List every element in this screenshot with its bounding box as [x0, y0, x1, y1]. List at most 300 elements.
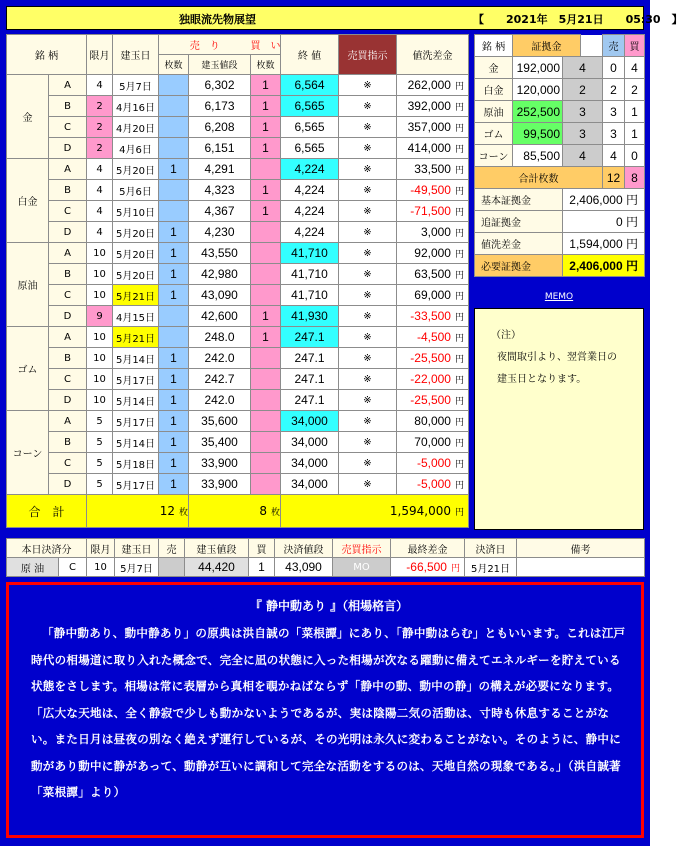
margin-sell: 3 [603, 123, 625, 145]
totals-sell: 12 枚 [87, 495, 189, 528]
diff-cell: 70,000 円 [397, 432, 469, 453]
close-cell: 247.1 [281, 390, 339, 411]
sell-count-cell [159, 96, 189, 117]
buy-count-cell [251, 243, 281, 264]
side-margin-header: 証拠金 [513, 35, 581, 57]
buy-count-cell: 1 [251, 75, 281, 96]
settle-diff: -66,500 円 [391, 558, 465, 577]
month-cell: 4 [87, 222, 113, 243]
settle-sub: C [59, 558, 87, 577]
instruction-cell: ※ [339, 201, 397, 222]
month-cell: 4 [87, 159, 113, 180]
entry-date-cell: 5月18日 [113, 453, 159, 474]
proverb-box [6, 582, 644, 838]
sell-count-cell: 1 [159, 159, 189, 180]
entry-price-cell: 42,600 [189, 306, 251, 327]
margin-total-row [475, 167, 645, 189]
entry-price-cell: 6,173 [189, 96, 251, 117]
proverb-body: 「静中動あり、動中静あり」の原典は洪自誠の「菜根譚」にあり、「静中動はらむ」ともいいます。これは江戸時代の相場道に取り入れた概念で、完全に凪の状態に入った相場が次なる躍動に備えてエネルギーを貯えている状態をさします。相場は常に表層から真相を覗かねばならず「静中の動、動中の静」の構えが必要になります。「広大な天地は、全く静寂で少しも動かないようであるが、実は陰陽二気の活動は、寸時も休息することがない。また日月は昼夜の別なく絶えず運行しているが、その光明は永久に変わることがない。そのように、静中に動があり動中に静があって、動静が互いに調和して完全な活動をするのは、天地自然の現象である。」（洪自誠著「菜根譚」より） [31, 626, 626, 799]
margin-sell: 2 [603, 79, 625, 101]
entry-date-cell: 5月17日 [113, 474, 159, 495]
sell-count-cell: 1 [159, 411, 189, 432]
entry-date-cell: 5月17日 [113, 369, 159, 390]
buy-count-cell [251, 348, 281, 369]
sub-cell: D [49, 306, 87, 327]
month-cell: 5 [87, 411, 113, 432]
sell-count-cell [159, 306, 189, 327]
instruction-cell: ※ [339, 390, 397, 411]
sell-count-cell [159, 180, 189, 201]
entry-date-cell: 5月21日 [113, 327, 159, 348]
settle-month: 10 [87, 558, 115, 577]
sub-cell: D [49, 390, 87, 411]
position-row [7, 453, 469, 474]
sub-cell: D [49, 474, 87, 495]
memo-line: （注） [491, 330, 521, 341]
close-cell: 247.1 [281, 369, 339, 390]
entry-date-cell: 5月21日 [113, 285, 159, 306]
position-row [7, 201, 469, 222]
margin-total-buy: 8 [625, 167, 645, 189]
buy-count-cell: 1 [251, 201, 281, 222]
diff-header: 値洗差金 [397, 35, 469, 75]
instruction-cell: ※ [339, 432, 397, 453]
position-row [7, 180, 469, 201]
sub-cell: C [49, 285, 87, 306]
buy-count-cell [251, 432, 281, 453]
buy-count-cell: 1 [251, 117, 281, 138]
margin-summary-row [475, 189, 645, 211]
sub-cell: B [49, 180, 87, 201]
settle-sell-header: 売 [159, 539, 185, 558]
settle-date: 5月7日 [115, 558, 159, 577]
month-cell: 4 [87, 201, 113, 222]
margin-summary-row [475, 255, 645, 277]
margin-buy: 1 [625, 101, 645, 123]
instruction-cell: ※ [339, 369, 397, 390]
diff-cell: -49,500 円 [397, 180, 469, 201]
sell-count-cell: 1 [159, 474, 189, 495]
close-cell: 6,565 [281, 117, 339, 138]
instruction-cell: ※ [339, 453, 397, 474]
entry-price-cell: 4,230 [189, 222, 251, 243]
month-cell: 4 [87, 180, 113, 201]
margin-total-sell: 12 [603, 167, 625, 189]
month-cell: 2 [87, 138, 113, 159]
margin-total-label: 合計枚数 [475, 167, 603, 189]
sell-count-cell: 1 [159, 432, 189, 453]
buy-count-cell [251, 474, 281, 495]
margin-value: 120,000 [513, 79, 563, 101]
close-cell: 4,224 [281, 159, 339, 180]
close-cell: 4,224 [281, 222, 339, 243]
position-row [7, 390, 469, 411]
settle-day: 5月21日 [465, 558, 517, 577]
proverb-title: 『 静中動あり 』（相場格言） [249, 599, 409, 613]
sub-cell: A [49, 159, 87, 180]
diff-cell: -4,500 円 [397, 327, 469, 348]
diff-cell: 262,000 円 [397, 75, 469, 96]
entry-date-cell: 5月6日 [113, 180, 159, 201]
sell-count-cell: 1 [159, 222, 189, 243]
entry-price-cell: 6,151 [189, 138, 251, 159]
month-cell: 10 [87, 285, 113, 306]
entry-price-cell: 33,900 [189, 474, 251, 495]
position-row [7, 222, 469, 243]
totals-diff: 1,594,000 円 [281, 495, 469, 528]
month-cell: 10 [87, 243, 113, 264]
position-row [7, 243, 469, 264]
close-header: 終 値 [281, 35, 339, 75]
entry-date-cell: 5月20日 [113, 243, 159, 264]
buy-count-cell [251, 453, 281, 474]
close-cell: 34,000 [281, 411, 339, 432]
sell-header: 売 り [159, 35, 251, 55]
diff-cell: -5,000 円 [397, 474, 469, 495]
memo-line: 建玉日となります。 [497, 374, 587, 385]
sell-count-cell [159, 117, 189, 138]
entry-price-cell: 43,550 [189, 243, 251, 264]
position-row [7, 264, 469, 285]
settle-price: 44,420 [185, 558, 249, 577]
sub-cell: C [49, 369, 87, 390]
entry-date-cell: 4月20日 [113, 117, 159, 138]
margin-row [475, 101, 645, 123]
month-cell: 2 [87, 117, 113, 138]
entry-date-cell: 5月20日 [113, 159, 159, 180]
buy-count-cell: 1 [251, 180, 281, 201]
margin-buy: 2 [625, 79, 645, 101]
settle-buy-header: 買 [249, 539, 275, 558]
margin-count: 4 [563, 57, 603, 79]
entry-price-cell: 4,323 [189, 180, 251, 201]
margin-row [475, 79, 645, 101]
diff-cell: 33,500 円 [397, 159, 469, 180]
margin-table [474, 34, 645, 277]
settle-brand: 原 油 [7, 558, 59, 577]
sell-count-cell: 1 [159, 348, 189, 369]
positions-table [6, 34, 469, 528]
month-cell: 10 [87, 327, 113, 348]
settle-instruction-header: 売買指示 [333, 539, 391, 558]
settle-buy: 1 [249, 558, 275, 577]
position-row [7, 306, 469, 327]
margin-row [475, 145, 645, 167]
sell-count-cell: 1 [159, 390, 189, 411]
margin-value: 99,500 [513, 123, 563, 145]
month-cell: 5 [87, 453, 113, 474]
side-buy-header: 買 [625, 35, 645, 57]
instruction-cell: ※ [339, 138, 397, 159]
margin-brand: ゴム [475, 123, 513, 145]
position-row [7, 474, 469, 495]
margin-count: 4 [563, 145, 603, 167]
margin-brand: 白金 [475, 79, 513, 101]
margin-summary-row [475, 233, 645, 255]
diff-cell: 63,500 円 [397, 264, 469, 285]
diff-cell: -71,500 円 [397, 201, 469, 222]
entry-date-cell: 5月7日 [113, 75, 159, 96]
instruction-cell: ※ [339, 348, 397, 369]
sub-cell: B [49, 432, 87, 453]
month-cell: 5 [87, 474, 113, 495]
diff-cell: 80,000 円 [397, 411, 469, 432]
margin-value: 192,000 [513, 57, 563, 79]
entry-date-cell: 5月14日 [113, 432, 159, 453]
instruction-cell: ※ [339, 117, 397, 138]
brand-cell: 白金 [7, 159, 49, 243]
brand-cell: 金 [7, 75, 49, 159]
entry-date-header: 建玉日 [113, 35, 159, 75]
month-cell: 10 [87, 390, 113, 411]
summary-value: 0 円 [563, 211, 645, 233]
title-bar [6, 6, 683, 30]
position-row [7, 348, 469, 369]
totals-row [7, 495, 469, 528]
price-header: 建玉値段 [189, 55, 251, 75]
entry-date-cell: 5月20日 [113, 264, 159, 285]
brand-cell: 原油 [7, 243, 49, 327]
memo-label: MEMO [544, 292, 574, 302]
sell-count-cell [159, 138, 189, 159]
month-cell: 5 [87, 432, 113, 453]
entry-date-cell: 5月20日 [113, 222, 159, 243]
close-cell: 34,000 [281, 453, 339, 474]
position-row [7, 138, 469, 159]
sub-cell: C [49, 117, 87, 138]
memo-box [474, 308, 644, 530]
diff-cell: -33,500 円 [397, 306, 469, 327]
margin-brand: コーン [475, 145, 513, 167]
position-row [7, 75, 469, 96]
position-row [7, 285, 469, 306]
position-row [7, 327, 469, 348]
settle-value-header: 決済値段 [275, 539, 333, 558]
margin-buy: 1 [625, 123, 645, 145]
month-cell: 2 [87, 96, 113, 117]
instruction-cell: ※ [339, 243, 397, 264]
entry-price-cell: 242.0 [189, 390, 251, 411]
margin-count: 2 [563, 79, 603, 101]
instruction-cell: ※ [339, 411, 397, 432]
datetime-label: 【 2021年 5月21日 05:30 】 [473, 13, 683, 26]
buy-header: 買 い [251, 35, 281, 55]
margin-buy: 0 [625, 145, 645, 167]
entry-date-cell: 5月17日 [113, 411, 159, 432]
instruction-cell: ※ [339, 264, 397, 285]
sell-count-cell: 1 [159, 264, 189, 285]
margin-count: 3 [563, 123, 603, 145]
month-cell: 4 [87, 75, 113, 96]
diff-cell: -25,500 円 [397, 390, 469, 411]
margin-value: 85,500 [513, 145, 563, 167]
buy-count-header: 枚数 [251, 55, 281, 75]
sell-count-cell: 1 [159, 453, 189, 474]
buy-count-cell [251, 264, 281, 285]
summary-value: 2,406,000 円 [563, 255, 645, 277]
settle-value: 43,090 [275, 558, 333, 577]
instruction-cell: ※ [339, 159, 397, 180]
sell-count-cell: 1 [159, 369, 189, 390]
brand-header: 銘 柄 [7, 35, 87, 75]
sell-count-cell [159, 327, 189, 348]
diff-cell: 92,000 円 [397, 243, 469, 264]
buy-count-cell [251, 285, 281, 306]
instruction-cell: ※ [339, 327, 397, 348]
entry-price-cell: 248.0 [189, 327, 251, 348]
settle-diff-header: 最終差金 [391, 539, 465, 558]
buy-count-cell [251, 222, 281, 243]
month-cell: 10 [87, 369, 113, 390]
sell-count-header: 枚数 [159, 55, 189, 75]
month-cell: 9 [87, 306, 113, 327]
diff-cell: -5,000 円 [397, 453, 469, 474]
entry-date-cell: 4月16日 [113, 96, 159, 117]
margin-count: 3 [563, 101, 603, 123]
position-row [7, 432, 469, 453]
diff-cell: -22,000 円 [397, 369, 469, 390]
close-cell: 41,930 [281, 306, 339, 327]
entry-price-cell: 6,302 [189, 75, 251, 96]
entry-price-cell: 43,090 [189, 285, 251, 306]
buy-count-cell [251, 390, 281, 411]
diff-cell: 414,000 円 [397, 138, 469, 159]
brand-cell: コーン [7, 411, 49, 495]
sub-cell: D [49, 138, 87, 159]
month-cell: 10 [87, 348, 113, 369]
summary-label: 追証拠金 [475, 211, 563, 233]
buy-count-cell: 1 [251, 306, 281, 327]
sub-cell: A [49, 243, 87, 264]
entry-price-cell: 42,980 [189, 264, 251, 285]
position-row [7, 369, 469, 390]
month-cell: 10 [87, 264, 113, 285]
settle-month-header: 限月 [87, 539, 115, 558]
instruction-cell: ※ [339, 474, 397, 495]
sub-cell: B [49, 348, 87, 369]
summary-label: 必要証拠金 [475, 255, 563, 277]
memo-line: 夜間取引より、翌営業日の [497, 352, 617, 363]
diff-cell: 3,000 円 [397, 222, 469, 243]
settle-note [517, 558, 645, 577]
position-row [7, 159, 469, 180]
instruction-cell: ※ [339, 75, 397, 96]
buy-count-cell: 1 [251, 138, 281, 159]
sub-cell: A [49, 411, 87, 432]
instruction-cell: ※ [339, 306, 397, 327]
entry-price-cell: 35,400 [189, 432, 251, 453]
settle-note-header: 備考 [517, 539, 645, 558]
close-cell: 4,224 [281, 180, 339, 201]
settle-date-header: 建玉日 [115, 539, 159, 558]
entry-price-cell: 4,367 [189, 201, 251, 222]
close-cell: 34,000 [281, 432, 339, 453]
close-cell: 6,565 [281, 138, 339, 159]
instruction-cell: ※ [339, 285, 397, 306]
totals-label: 合 計 [7, 495, 87, 528]
settle-brand-header: 本日決済分 [7, 539, 87, 558]
position-row [7, 411, 469, 432]
entry-price-cell: 33,900 [189, 453, 251, 474]
diff-cell: 392,000 円 [397, 96, 469, 117]
close-cell: 247.1 [281, 348, 339, 369]
entry-price-cell: 242.7 [189, 369, 251, 390]
settle-day-header: 決済日 [465, 539, 517, 558]
entry-price-cell: 35,600 [189, 411, 251, 432]
margin-buy: 4 [625, 57, 645, 79]
buy-count-cell: 1 [251, 327, 281, 348]
summary-label: 値洗差金 [475, 233, 563, 255]
instruction-cell: ※ [339, 222, 397, 243]
close-cell: 6,564 [281, 75, 339, 96]
entry-price-cell: 6,208 [189, 117, 251, 138]
buy-count-cell: 1 [251, 96, 281, 117]
sub-cell: B [49, 96, 87, 117]
settle-instruction: MO [333, 558, 391, 577]
side-brand-header: 銘 柄 [475, 35, 513, 57]
close-cell: 4,224 [281, 201, 339, 222]
entry-date-cell: 4月6日 [113, 138, 159, 159]
margin-brand: 原油 [475, 101, 513, 123]
margin-sell: 4 [603, 145, 625, 167]
margin-summary-row [475, 211, 645, 233]
entry-date-cell: 5月14日 [113, 348, 159, 369]
diff-cell: -25,500 円 [397, 348, 469, 369]
margin-brand: 金 [475, 57, 513, 79]
close-cell: 41,710 [281, 243, 339, 264]
sell-count-cell: 1 [159, 285, 189, 306]
sub-cell: B [49, 264, 87, 285]
summary-value: 1,594,000 円 [563, 233, 645, 255]
sell-count-cell [159, 201, 189, 222]
instruction-cell: ※ [339, 96, 397, 117]
summary-value: 2,406,000 円 [563, 189, 645, 211]
margin-sell: 3 [603, 101, 625, 123]
position-row [7, 96, 469, 117]
margin-row [475, 57, 645, 79]
entry-date-cell: 5月14日 [113, 390, 159, 411]
buy-count-cell [251, 159, 281, 180]
sell-count-cell [159, 75, 189, 96]
diff-cell: 69,000 円 [397, 285, 469, 306]
diff-cell: 357,000 円 [397, 117, 469, 138]
margin-sell: 0 [603, 57, 625, 79]
entry-price-cell: 242.0 [189, 348, 251, 369]
buy-count-cell [251, 411, 281, 432]
side-sell-header: 売 [603, 35, 625, 57]
totals-buy: 8 枚 [189, 495, 281, 528]
sub-cell: A [49, 327, 87, 348]
sub-cell: C [49, 453, 87, 474]
entry-price-cell: 4,291 [189, 159, 251, 180]
brand-cell: ゴム [7, 327, 49, 411]
close-cell: 34,000 [281, 474, 339, 495]
entry-date-cell: 5月10日 [113, 201, 159, 222]
settlement-table [6, 538, 645, 577]
margin-row [475, 123, 645, 145]
instruction-cell: ※ [339, 180, 397, 201]
sub-cell: C [49, 201, 87, 222]
instruction-header: 売買指示 [339, 35, 397, 75]
page-title: 独眼流先物展望 [179, 13, 256, 26]
close-cell: 41,710 [281, 285, 339, 306]
sub-cell: D [49, 222, 87, 243]
position-row [7, 117, 469, 138]
settle-sell [159, 558, 185, 577]
summary-label: 基本証拠金 [475, 189, 563, 211]
close-cell: 247.1 [281, 327, 339, 348]
sub-cell: A [49, 75, 87, 96]
